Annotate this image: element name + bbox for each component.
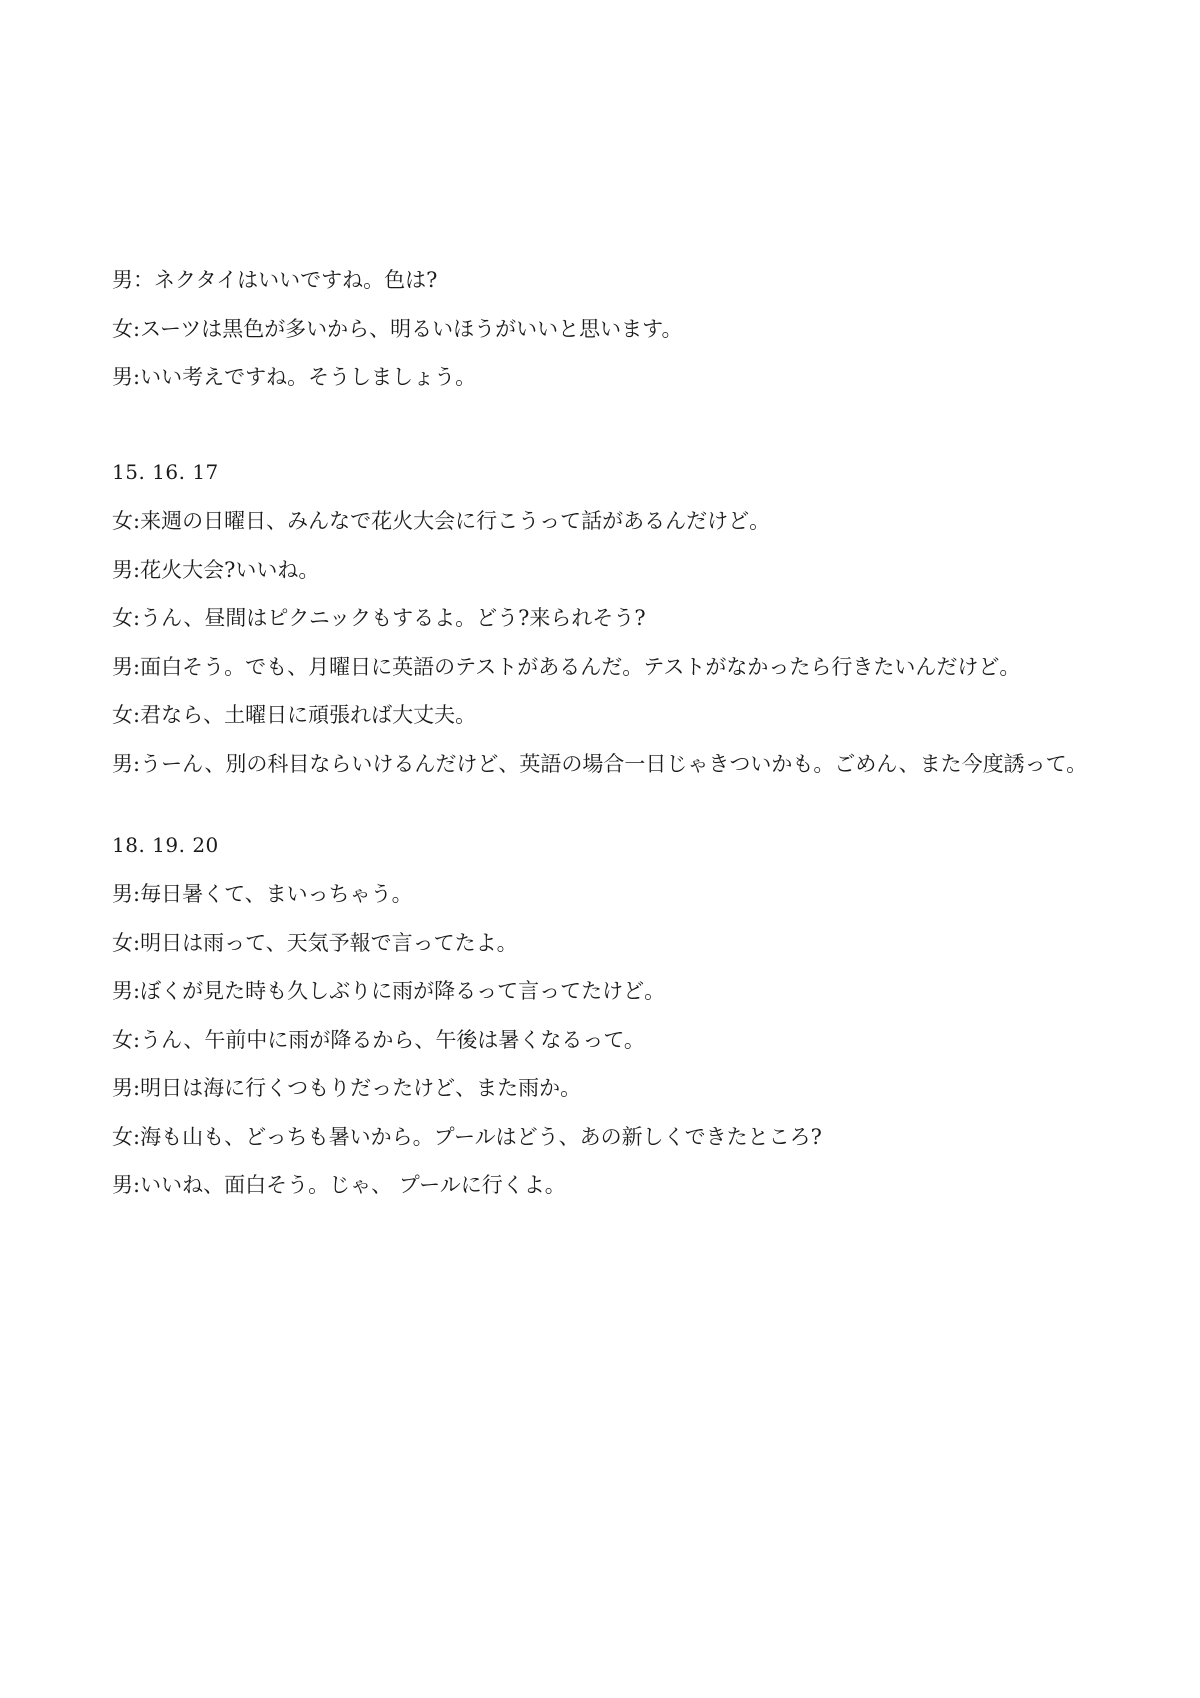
dialogue-text: スーツは黒色が多いから、明るいほうがいいと思います。 (140, 316, 683, 341)
question-number-label: 18. 19. 20 (112, 833, 219, 857)
dialogue-line (112, 268, 1112, 292)
question-number-label: 15. 16. 17 (112, 460, 219, 484)
dialogue-section-15-16-17 (112, 460, 1112, 800)
speaker-label: 女: (112, 1124, 141, 1149)
dialogue-line (112, 655, 1112, 679)
speaker-label: 男: (112, 882, 141, 906)
dialogue-text: いい考えですね。そうしましょう。 (140, 365, 477, 389)
speaker-label: 男: (112, 1076, 141, 1100)
speaker-label: 男: (112, 557, 141, 582)
dialogue-text: 君なら、土曜日に頑張れば大丈夫。 (140, 703, 477, 727)
speaker-label: 男: (112, 1173, 141, 1197)
speaker-label: 男: (112, 979, 141, 1003)
dialogue-text: うん、昼間はピクニックもするよ。どう?来られそう? (140, 606, 646, 630)
speaker-label: 女: (112, 930, 141, 955)
speaker-label: 男: (112, 365, 141, 389)
dialogue-line (112, 1028, 1112, 1052)
dialogue-line (112, 606, 1112, 630)
dialogue-text: うーん、別の科目ならいけるんだけど、英語の場合一日じゃきついかも。ごめん、また今度誘って。 (140, 751, 1088, 776)
speaker-label: 女: (112, 509, 141, 533)
speaker-label: 女: (112, 316, 141, 341)
dialogue-text: ぼくが見た時も久しぶりに雨が降るって言ってたけど。 (140, 979, 666, 1003)
dialogue-line (112, 365, 1112, 389)
speaker-label: 女: (112, 1027, 141, 1052)
dialogue-text: 海も山も、どっちも暑いから。プールはどう、あの新しくできたところ? (140, 1124, 822, 1149)
speaker-label: 女: (112, 703, 141, 727)
dialogue-section-continuation (112, 268, 1112, 414)
dialogue-line (112, 882, 1112, 906)
dialogue-text: 来週の日曜日、みんなで花火大会に行こうって話があるんだけど。 (140, 509, 771, 533)
dialogue-line (112, 752, 1112, 776)
dialogue-text: いいね、面白そう。じゃ、 プールに行くよ。 (140, 1173, 566, 1197)
dialogue-text: 面白そう。でも、月曜日に英語のテストがあるんだ。テストがなかったら行きたいんだけど。 (140, 654, 1021, 679)
dialogue-line (112, 317, 1112, 341)
speaker-label: 男: (112, 654, 141, 679)
dialogue-text: 明日は海に行くつもりだったけど、また雨か。 (140, 1076, 582, 1100)
dialogue-text: ネクタイはいいですね。色は? (154, 268, 438, 292)
dialogue-section-18-19-20 (112, 833, 1112, 1222)
dialogue-line (112, 1173, 1112, 1197)
dialogue-line (112, 558, 1112, 582)
speaker-label: 女: (112, 606, 141, 630)
dialogue-line (112, 703, 1112, 727)
dialogue-text: 明日は雨って、天気予報で言ってたよ。 (140, 930, 518, 955)
dialogue-text: 花火大会?いいね。 (140, 557, 320, 582)
speaker-label: 男: (112, 751, 141, 776)
dialogue-line (112, 931, 1112, 955)
dialogue-text: うん、午前中に雨が降るから、午後は暑くなるって。 (140, 1027, 645, 1052)
dialogue-line (112, 1076, 1112, 1100)
dialogue-line (112, 1125, 1112, 1149)
dialogue-line (112, 979, 1112, 1003)
speaker-label: 男： (112, 268, 154, 292)
dialogue-text: 毎日暑くて、まいっちゃう。 (140, 882, 413, 906)
dialogue-line (112, 509, 1112, 533)
